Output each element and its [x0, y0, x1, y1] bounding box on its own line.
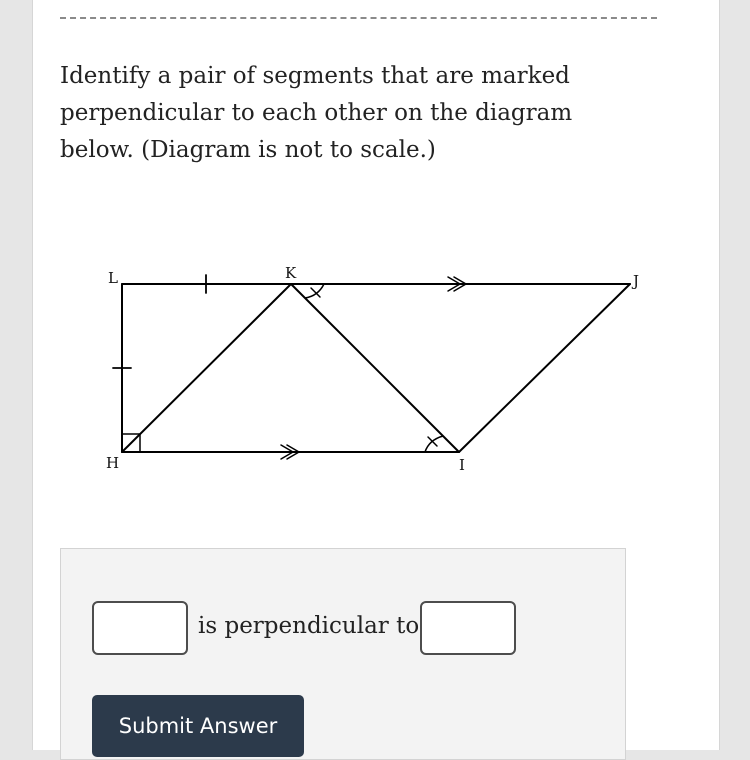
label-I: I — [459, 456, 465, 474]
label-L: L — [108, 269, 118, 287]
submit-answer-button[interactable]: Submit Answer — [92, 695, 304, 757]
segment-HK — [122, 284, 291, 452]
first-segment-input[interactable] — [92, 601, 188, 655]
label-H: H — [106, 454, 120, 472]
answer-panel — [60, 548, 626, 760]
segment-KI — [291, 284, 459, 452]
label-K: K — [285, 264, 297, 282]
label-J: J — [633, 272, 640, 290]
question-text: Identify a pair of segments that are marked perpendicular to each other on the diagram below. (Diagram is not to scale.) — [60, 63, 573, 163]
dashed-divider — [60, 17, 657, 19]
segment-IJ — [459, 284, 630, 452]
perpendicular-connector-text: is perpendicular to — [198, 613, 420, 639]
second-segment-input[interactable] — [420, 601, 516, 655]
geometry-diagram — [0, 255, 750, 495]
